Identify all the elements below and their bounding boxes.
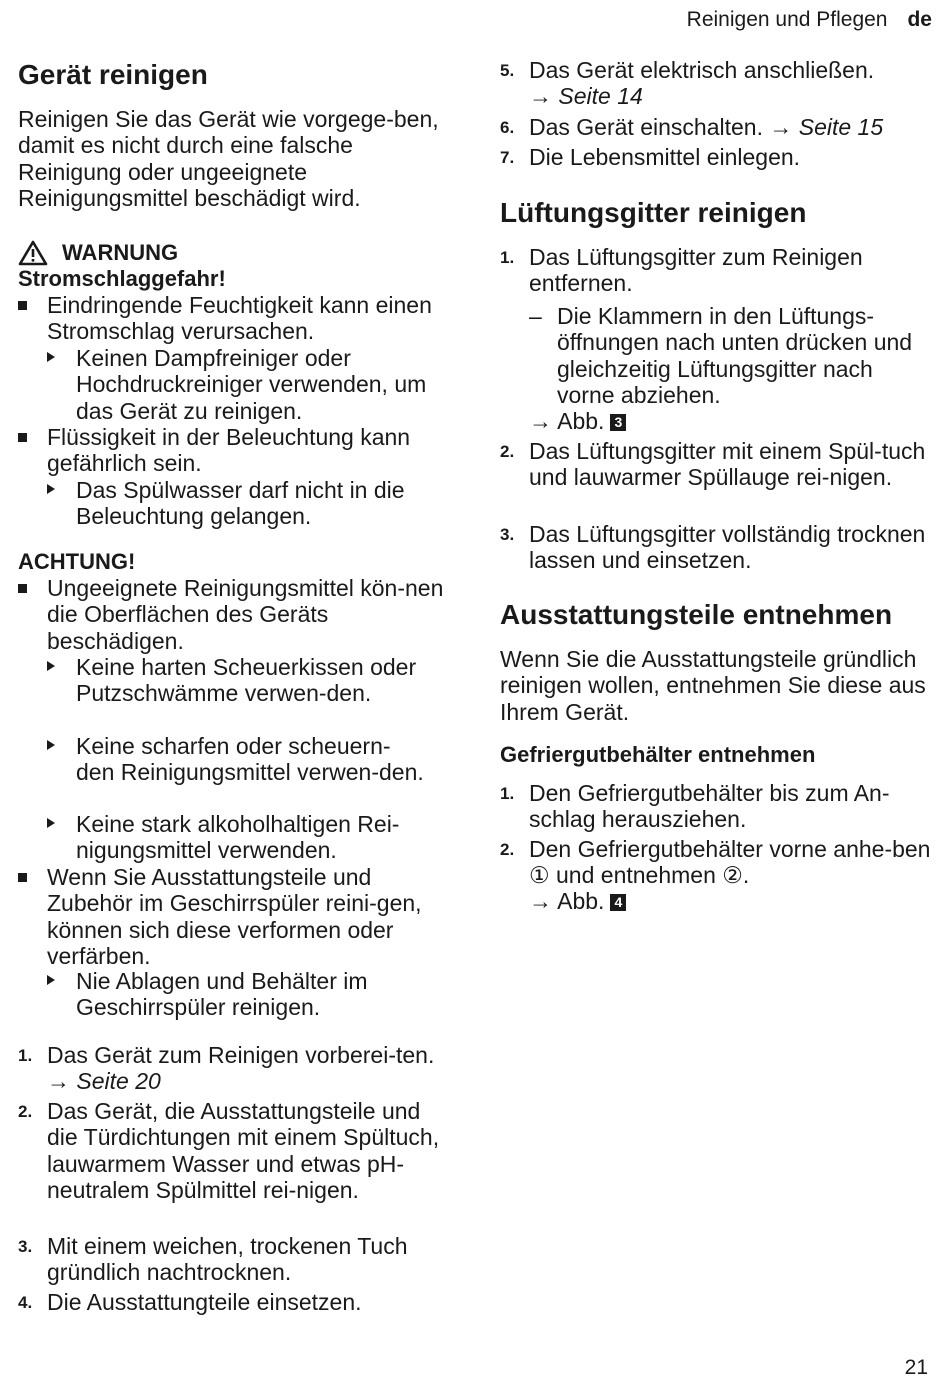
step-number: 3.	[500, 525, 515, 544]
step-text	[529, 57, 930, 110]
step-number: 1.	[500, 784, 515, 803]
step-number: 1.	[18, 1046, 33, 1065]
step-number: 2.	[500, 442, 515, 461]
heading-geraet-reinigen: Gerät reinigen	[18, 59, 208, 90]
step-4	[18, 1289, 443, 1315]
step-number: 7.	[500, 148, 515, 167]
figure-number-badge: 3	[610, 414, 626, 431]
step-3	[18, 1233, 443, 1286]
square-bullet-icon	[18, 433, 27, 442]
figure-label: Abb.	[557, 408, 605, 434]
triangle-bullet-icon	[47, 975, 55, 985]
warning-label: WARNUNG	[62, 240, 179, 265]
warning-action-1	[47, 345, 452, 424]
figure-number-badge: 4	[610, 894, 626, 911]
step-number: 3.	[18, 1237, 33, 1256]
section-title: Reinigen und Pflegen	[686, 8, 888, 31]
warning-triangle-icon	[18, 240, 48, 266]
step-text: Die Lebensmittel einlegen.	[529, 144, 801, 170]
bullet-text: Wenn Sie Ausstattungsteile und Zubehör im Geschirrspüler reini-gen, können sich diese verformen oder verfärben.	[47, 864, 422, 969]
dash-bullet: –	[529, 303, 542, 329]
step-text-main: Das Gerät einschalten.	[529, 114, 763, 140]
figure-reference-text	[529, 888, 626, 914]
page-reference-link[interactable]: Seite 14	[558, 83, 643, 110]
step-text: Mit einem weichen, trockenen Tuch gründlich nachtrocknen.	[47, 1233, 408, 1286]
vent-step-2	[500, 438, 930, 491]
warning-title	[18, 240, 178, 266]
figure-reference-3	[529, 408, 626, 434]
step-6	[500, 114, 930, 140]
caution-action-2	[47, 733, 427, 786]
step-text	[47, 1042, 443, 1095]
step-number: 2.	[500, 840, 515, 859]
step-1	[18, 1042, 443, 1095]
intro-paragraph: Reinigen Sie das Gerät wie vorgege-ben, damit es nicht durch eine falsche Reinigung oder ungeeignete Reinigungsmittel beschädigt wird.	[18, 106, 439, 211]
arrow-right-icon: →	[529, 408, 552, 434]
step-number: 1.	[500, 248, 515, 267]
action-text: Keinen Dampfreiniger oder Hochdruckreiniger verwenden, um das Gerät zu reinigen.	[76, 345, 427, 424]
caution-bullet-2	[18, 864, 448, 969]
step-number: 4.	[18, 1293, 33, 1312]
warning-subtitle: Stromschlaggefahr!	[18, 266, 226, 291]
step-number: 2.	[18, 1102, 33, 1121]
action-text: Keine harten Scheuerkissen oder Putzschwämme verwen-den.	[76, 654, 417, 707]
step-text: Die Ausstattungteile einsetzen.	[47, 1289, 362, 1315]
arrow-right-icon: →	[47, 1068, 70, 1095]
step-5	[500, 57, 930, 110]
equip-step-1	[500, 780, 938, 833]
step-number: 6.	[500, 118, 515, 137]
step-text-main: Das Gerät zum Reinigen vorberei-ten.	[47, 1042, 435, 1068]
step-text-main: Das Gerät elektrisch anschließen.	[529, 57, 875, 83]
step-text: Das Gerät, die Ausstattungsteile und die Türdichtungen mit einem Spültuch, lauwarmem Wasser und etwas pH-neutralem Spülmittel rei-nigen.	[47, 1098, 440, 1203]
arrow-right-icon: →	[529, 888, 552, 914]
action-text: Keine stark alkoholhaltigen Rei-nigungsmittel verwenden.	[76, 811, 400, 864]
heading-lueftungsgitter-reinigen: Lüftungsgitter reinigen	[500, 197, 807, 228]
triangle-bullet-icon	[47, 818, 55, 828]
square-bullet-icon	[18, 873, 27, 882]
page-number: 21	[904, 1356, 928, 1379]
subheading-gefriergutbehaelter: Gefriergutbehälter entnehmen	[500, 742, 816, 767]
bullet-text: Eindringende Feuchtigkeit kann einen Stromschlag verursachen.	[47, 292, 432, 345]
step-2	[18, 1098, 443, 1203]
warning-bullet-2	[18, 424, 448, 477]
step-7	[500, 144, 930, 170]
substep-text: Die Klammern in den Lüftungs-öffnungen nach unten drücken und gleichzeitig Lüftungsgitter nach vorne abziehen.	[557, 303, 913, 408]
figure-label: Abb.	[557, 888, 605, 914]
page-reference-link[interactable]: Seite 15	[798, 114, 884, 140]
square-bullet-icon	[18, 584, 27, 593]
arrow-right-icon: →	[529, 83, 552, 110]
caution-title: ACHTUNG!	[18, 549, 136, 574]
step-text: Das Lüftungsgitter zum Reinigen entfernen.	[529, 244, 863, 297]
square-bullet-icon	[18, 301, 27, 310]
action-text: Das Spülwasser darf nicht in die Beleuchtung gelangen.	[76, 477, 405, 530]
triangle-bullet-icon	[47, 352, 55, 362]
vent-step-3	[500, 521, 930, 574]
vent-substep	[529, 303, 929, 408]
step-text: Den Gefriergutbehälter vorne anhe-ben ① und entnehmen ②.	[529, 836, 931, 889]
warning-bullet-1	[18, 292, 448, 345]
bullet-text: Flüssigkeit in der Beleuchtung kann gefährlich sein.	[47, 424, 411, 477]
heading-ausstattungsteile-entnehmen: Ausstattungsteile entnehmen	[500, 599, 893, 630]
step-number: 5.	[500, 61, 515, 80]
arrow-right-icon: →	[769, 114, 793, 140]
bullet-text: Ungeeignete Reinigungsmittel kön-nen die Oberflächen des Geräts beschädigen.	[47, 575, 444, 654]
equip-intro-paragraph: Wenn Sie die Ausstattungsteile gründlich reinigen wollen, entnehmen Sie diese aus Ihrem Gerät.	[500, 646, 926, 725]
language-code: de	[907, 8, 932, 31]
running-header	[687, 8, 932, 32]
caution-action-4	[47, 968, 437, 1021]
figure-reference-4	[529, 888, 626, 914]
step-text: Den Gefriergutbehälter bis zum An-schlag herausziehen.	[529, 780, 890, 833]
figure-reference-text	[529, 408, 626, 434]
caution-action-1	[47, 654, 427, 707]
triangle-bullet-icon	[47, 661, 55, 671]
step-text: Das Lüftungsgitter vollständig trocknen lassen und einsetzen.	[529, 521, 926, 574]
action-text: Keine scharfen oder scheuern-den Reinigungsmittel verwen-den.	[76, 733, 424, 786]
caution-action-3	[47, 811, 427, 864]
triangle-bullet-icon	[47, 484, 55, 494]
action-text: Nie Ablagen und Behälter im Geschirrspüler reinigen.	[76, 968, 368, 1021]
vent-step-1	[500, 244, 930, 297]
equip-step-2	[500, 836, 938, 889]
warning-action-2	[47, 477, 452, 530]
caution-bullet-1	[18, 575, 448, 654]
step-text: Das Lüftungsgitter mit einem Spül-tuch und lauwarmer Spüllauge rei-nigen.	[529, 438, 926, 491]
triangle-bullet-icon	[47, 740, 55, 750]
page-reference-link[interactable]: Seite 20	[76, 1068, 161, 1095]
step-text	[529, 114, 930, 140]
